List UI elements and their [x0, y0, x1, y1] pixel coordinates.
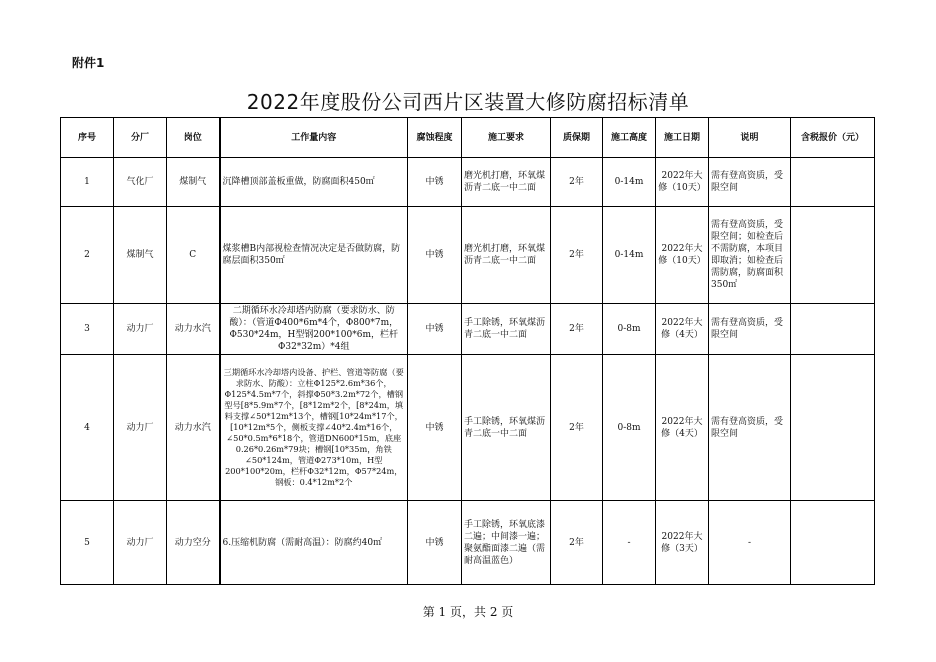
cell-date: 2022年大修（10天）	[656, 207, 709, 304]
table-row	[61, 207, 875, 304]
table-row	[61, 501, 875, 585]
cell-plant: 动力厂	[114, 501, 167, 585]
cell-date: 2022年大修（3天）	[656, 501, 709, 585]
bid-table	[60, 117, 875, 585]
cell-date: 2022年大修（4天）	[656, 304, 709, 355]
cell-corrosion: 中锈	[408, 158, 462, 207]
col-header-price: 含税报价（元）	[791, 118, 875, 158]
cell-post: 煤制气	[167, 158, 220, 207]
cell-corrosion: 中锈	[408, 207, 462, 304]
cell-post: 动力水汽	[167, 355, 220, 501]
table-row	[61, 304, 875, 355]
cell-note: 需有登高资质，受限空间	[709, 304, 791, 355]
cell-corrosion: 中锈	[408, 355, 462, 501]
cell-no: 1	[61, 158, 114, 207]
attachment-label: 附件1	[72, 56, 105, 70]
cell-price[interactable]	[791, 158, 875, 207]
cell-no: 2	[61, 207, 114, 304]
col-header-warranty: 质保期	[551, 118, 603, 158]
cell-requirement: 手工除锈，环氧煤沥青二底一中二面	[462, 304, 551, 355]
cell-warranty: 2年	[551, 207, 603, 304]
table-row	[61, 355, 875, 501]
cell-price[interactable]	[791, 207, 875, 304]
cell-note: -	[709, 501, 791, 585]
table-row	[61, 158, 875, 207]
col-header-plant: 分厂	[114, 118, 167, 158]
cell-warranty: 2年	[551, 501, 603, 585]
cell-note: 需有登高资质，受限空间	[709, 355, 791, 501]
cell-warranty: 2年	[551, 158, 603, 207]
cell-height: 0-8m	[603, 304, 656, 355]
cell-post: 动力空分	[167, 501, 220, 585]
cell-post: C	[167, 207, 220, 304]
cell-plant: 煤制气	[114, 207, 167, 304]
cell-height: -	[603, 501, 656, 585]
cell-warranty: 2年	[551, 355, 603, 501]
cell-height: 0-14m	[603, 207, 656, 304]
col-header-note: 说明	[709, 118, 791, 158]
cell-plant: 动力厂	[114, 304, 167, 355]
cell-height: 0-8m	[603, 355, 656, 501]
cell-price[interactable]	[791, 501, 875, 585]
cell-no: 3	[61, 304, 114, 355]
cell-requirement: 磨光机打磨，环氧煤沥青二底一中二面	[462, 207, 551, 304]
col-header-height: 施工高度	[603, 118, 656, 158]
cell-plant: 气化厂	[114, 158, 167, 207]
cell-note: 需有登高资质，受限空间	[709, 158, 791, 207]
cell-requirement: 磨光机打磨，环氧煤沥青二底一中二面	[462, 158, 551, 207]
col-header-corrosion: 腐蚀程度	[408, 118, 462, 158]
col-header-requirement: 施工要求	[462, 118, 551, 158]
cell-price[interactable]	[791, 304, 875, 355]
cell-plant: 动力厂	[114, 355, 167, 501]
cell-requirement: 手工除锈，环氧底漆二遍；中间漆一遍；聚氨酯面漆二遍（需耐高温蓝色）	[462, 501, 551, 585]
col-header-date: 施工日期	[656, 118, 709, 158]
cell-no: 4	[61, 355, 114, 501]
cell-note: 需有登高资质，受限空间；如检查后不需防腐，本项目即取消；如检查后需防腐，防腐面积350㎡	[709, 207, 791, 304]
page-title: 2022年度股份公司西片区装置大修防腐招标清单	[246, 90, 690, 114]
table-header-row	[61, 118, 875, 158]
cell-corrosion: 中锈	[408, 501, 462, 585]
cell-warranty: 2年	[551, 304, 603, 355]
cell-requirement: 手工除锈，环氧煤沥青二底一中二面	[462, 355, 551, 501]
col-header-post: 岗位	[167, 118, 220, 158]
cell-corrosion: 中锈	[408, 304, 462, 355]
page-number: 第 1 页，共 2 页	[422, 605, 514, 619]
cell-date: 2022年大修（4天）	[656, 355, 709, 501]
cell-content: 6.压缩机防腐（需耐高温）：防腐约40㎡	[220, 501, 408, 585]
cell-height: 0-14m	[603, 158, 656, 207]
cell-price[interactable]	[791, 355, 875, 501]
cell-content: 沉降槽顶部盖板重做，防腐面积450㎡	[220, 158, 408, 207]
cell-content: 二期循环水冷却塔内防腐（要求防水、防酸）：（管道Φ400*6m*4个，Φ800*7m，Φ530*24m，H型钢200*100*6m，栏杆Φ32*32m）*4组	[220, 304, 408, 355]
cell-date: 2022年大修（10天）	[656, 158, 709, 207]
col-header-content: 工作量内容	[220, 118, 408, 158]
cell-content: 三期循环水冷却塔内设备、护栏、管道等防腐（要求防水、防酸）：立柱Φ125*2.6m*36个，Φ125*4.5m*7个，斜撑Φ50*3.2m*72个，槽钢型号[8*5.9m*7个，[8*12m*2个，[8*24m，填料支撑∠50*12m*13个，槽钢[10*24m*17个，[10*12m*5个，侧板支撑∠40*2.4m*16个，∠50*0.5m*6*18个，管道DN600*15m，底座0.26*0.26m*79块；槽钢[10*35m，角铁∠50*124m，管道Φ273*10m，H型200*100*20m，栏杆Φ32*12m，Φ57*24m，钢板：0.4*12m*2个	[220, 355, 408, 501]
col-header-no: 序号	[61, 118, 114, 158]
cell-no: 5	[61, 501, 114, 585]
cell-post: 动力水汽	[167, 304, 220, 355]
cell-content: 煤浆槽B内部视检查情况决定是否做防腐，防腐层面积350㎡	[220, 207, 408, 304]
